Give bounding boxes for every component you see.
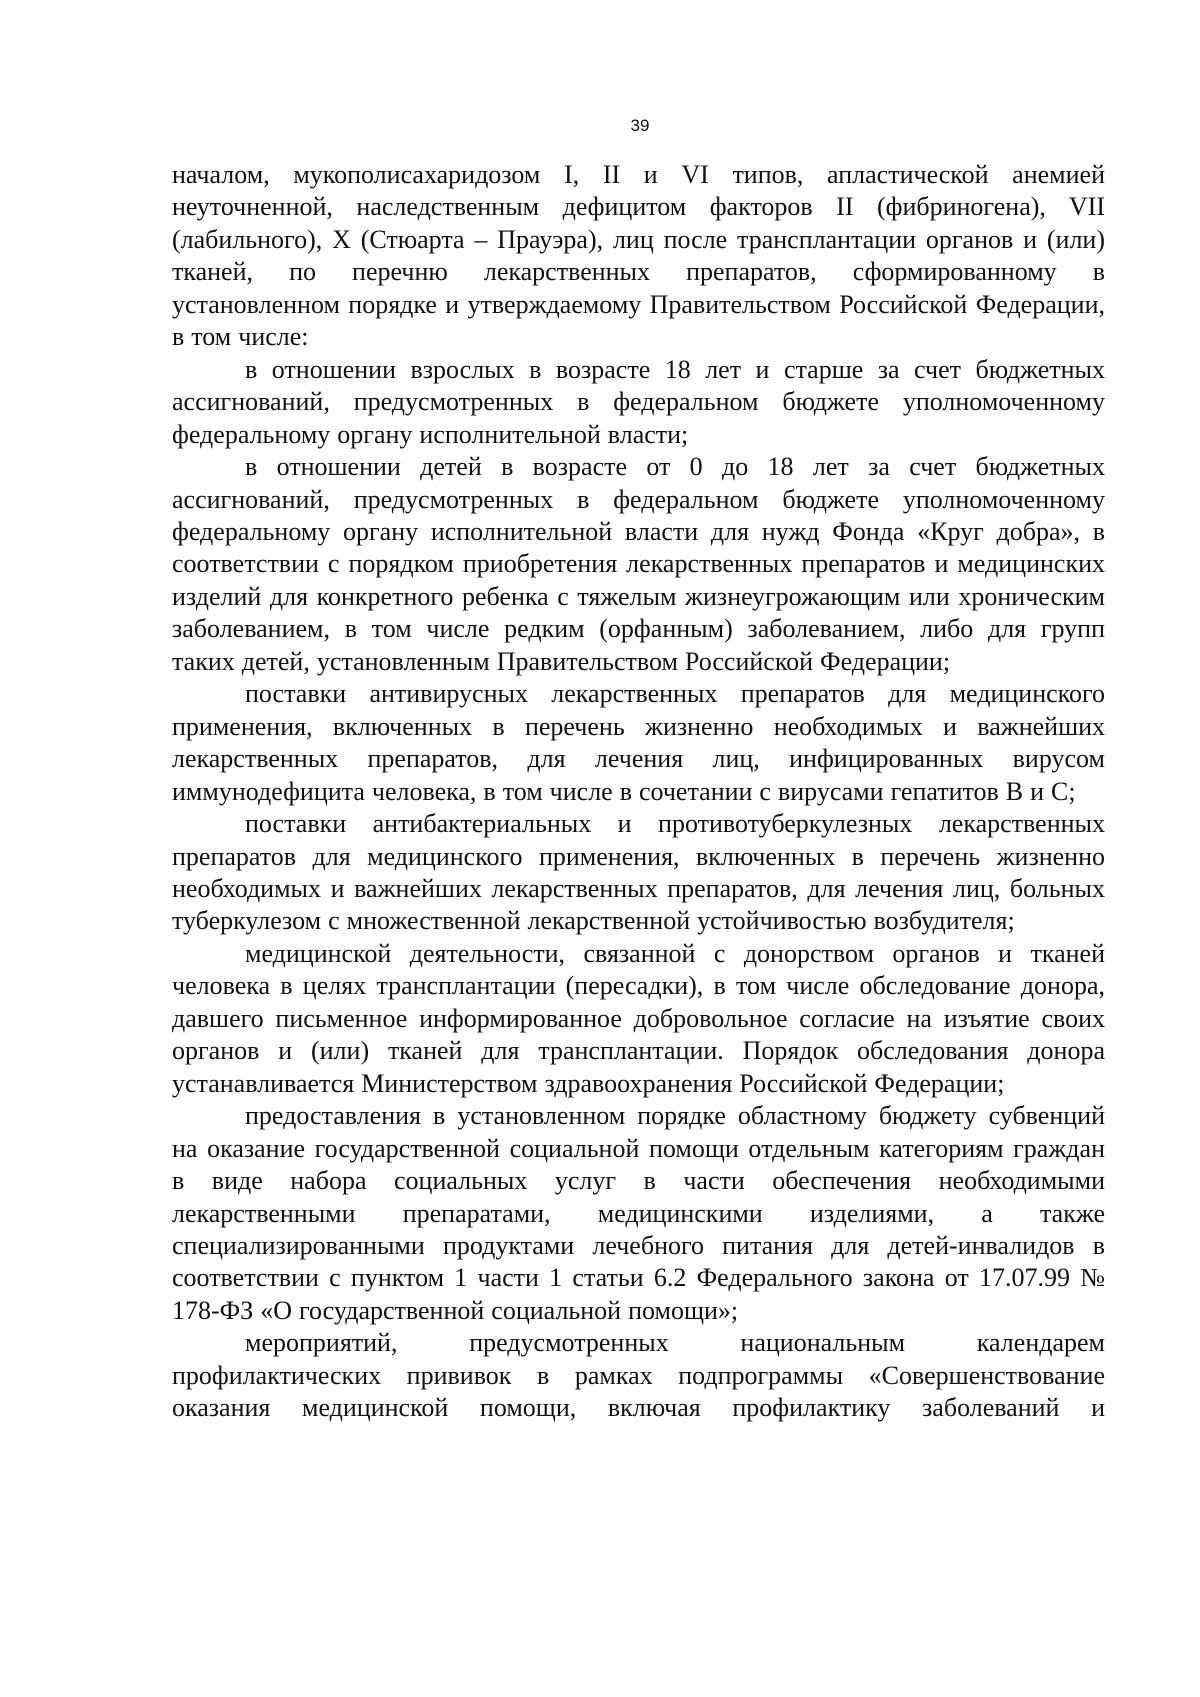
paragraph-adults: в отношении взрослых в возрасте 18 лет и старше за счет бюджетных ассигнований, предусмотренных в федеральном бюджете уполномоченному федеральному органу исполнительной власти; <box>172 354 1105 449</box>
paragraph-antiviral: поставки антивирусных лекарственных препаратов для медицинского применения, включенных в перечень жизненно необходимых и важнейших лекарственных препаратов, для лечения лиц, инфицированных вирусом иммунодефицита человека, в том числе в сочетании с вирусами гепатитов B и C; <box>172 679 1105 806</box>
paragraph-antibacterial: поставки антибактериальных и противотуберкулезных лекарственных препаратов для медицинского применения, включенных в перечень жизненно необходимых и важнейших лекарственных препаратов, для лечения лиц, больных туберкулезом с множественной лекарственной устойчивостью возбудителя; <box>172 809 1105 936</box>
page-number: 39 <box>630 116 650 135</box>
paragraph-donation: медицинской деятельности, связанной с донорством органов и тканей человека в целях трансплантации (пересадки), в том числе обследование донора, давшего письменное информированное добровольное согласие на изъятие своих органов и (или) тканей для трансплантации. Порядок обследования донора устанавливается Министерством здравоохранения Российской Федерации; <box>172 938 1105 1098</box>
paragraph-continuation: началом, мукополисахаридозом I, II и VI типов, апластической анемией неуточненной, наследственным дефицитом факторов II (фибриногена), VII (лабильного), X (Стюарта – Прауэра), лиц после трансплантации органов и (или) тканей, по перечню лекарственных препаратов, сформированному в установленном порядке и утверждаемому Правительством Российской Федерации, в том числе: <box>172 160 1105 352</box>
paragraph-children: в отношении детей в возрасте от 0 до 18 лет за счет бюджетных ассигнований, предусмотренных в федеральном бюджете уполномоченному федеральному органу исполнительной власти для нужд Фонда «Круг добра», в соответствии с порядком приобретения лекарственных препаратов и медицинских изделий для конкретного ребенка с тяжелым жизнеугрожающим или хроническим заболеванием, в том числе редким (орфанным) заболеванием, либо для групп таких детей, установленным Правительством Российской Федерации; <box>172 452 1105 676</box>
paragraph-subventions: предоставления в установленном порядке областному бюджету субвенций на оказание государственной социальной помощи отдельным категориям граждан в виде набора социальных услуг в части обеспечения необходимыми лекарственными препаратами, медицинскими изделиями, а также специализированными продуктами лечебного питания для детей-инвалидов в соответствии с пунктом 1 части 1 статьи 6.2 Федерального закона от 17.07.99 № 178-ФЗ «О государственной социальной помощи»; <box>172 1101 1105 1325</box>
document-body <box>172 159 1105 1425</box>
paragraph-vaccination: мероприятий, предусмотренных национальным календарем профилактических прививок в рамках подпрограммы «Совершенствование оказания медицинской помощи, включая профилактику заболеваний и <box>172 1328 1105 1423</box>
